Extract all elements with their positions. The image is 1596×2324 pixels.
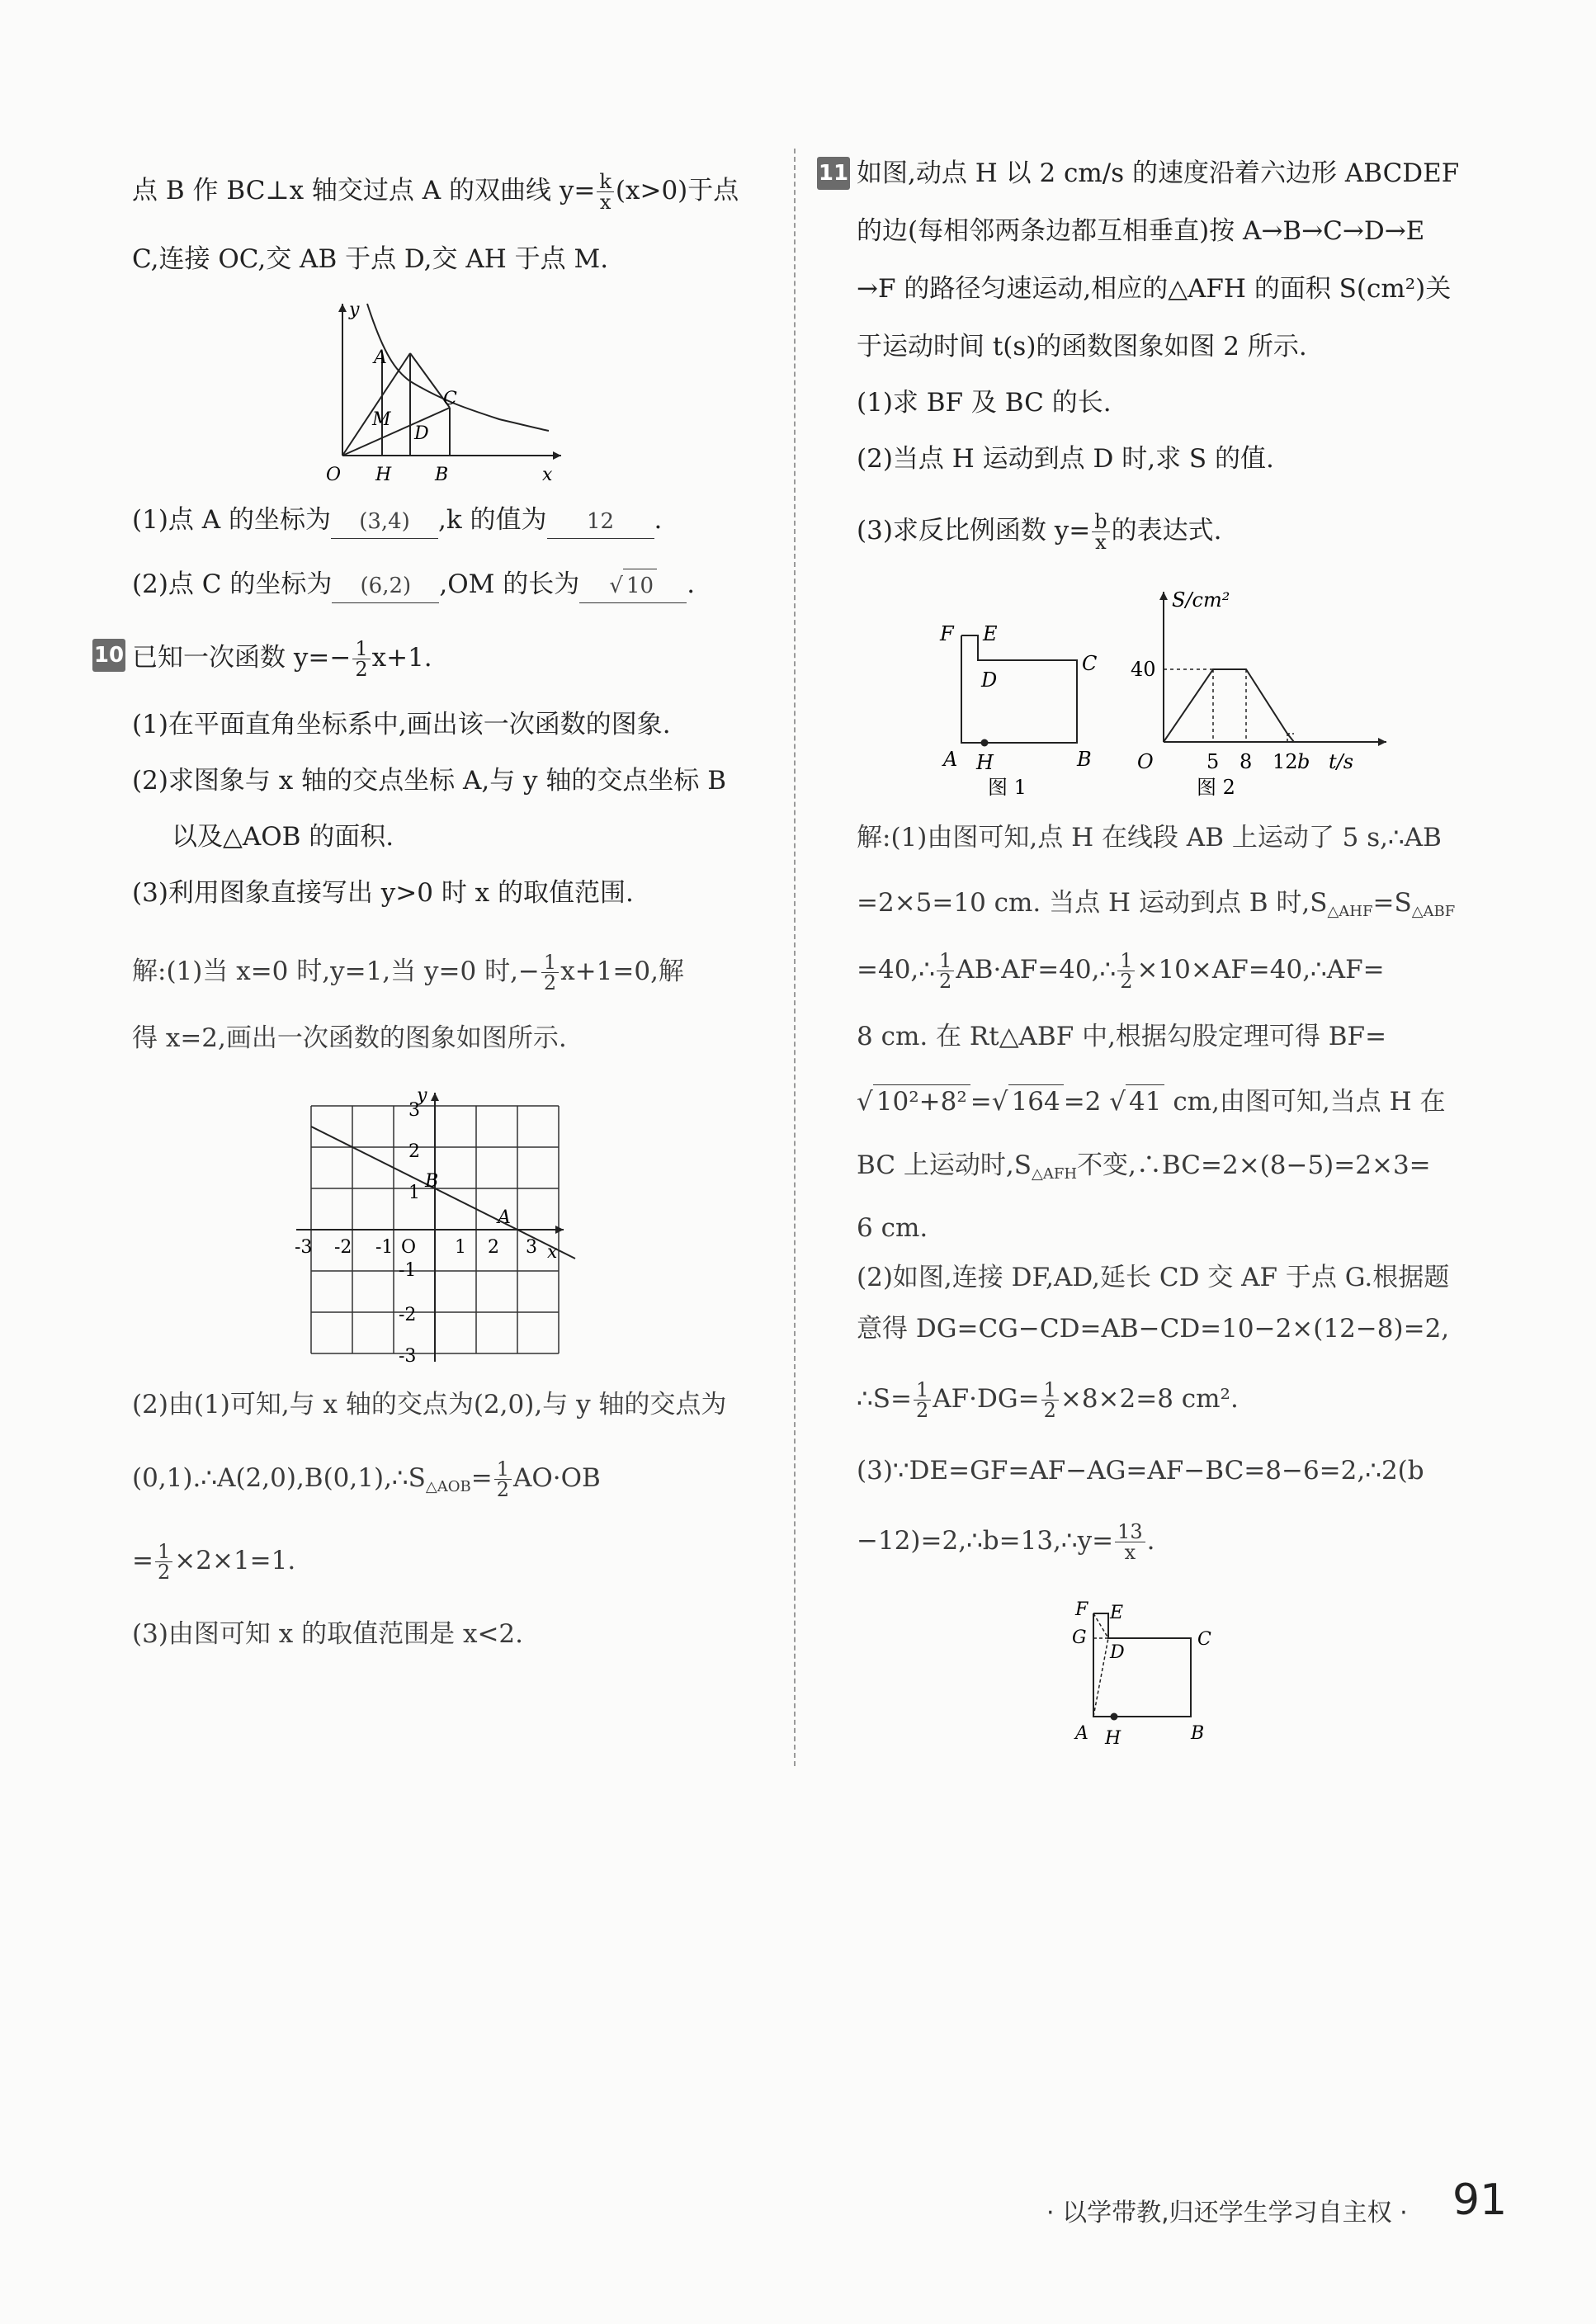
q11-solution1-line1: 解:(1)由图可知,点 H 在线段 AB 上运动了 5 s,∴AB	[857, 823, 1442, 853]
point-e-label: E	[1110, 1603, 1124, 1623]
q11-sol1-f-text: BC 上运动时,S	[857, 1150, 1032, 1180]
frac-den: 2	[157, 1561, 171, 1584]
point-a-label: A	[498, 1207, 511, 1228]
q10-sol2-subscript: △AOB	[425, 1478, 471, 1495]
axis-y-label: y	[349, 300, 360, 320]
q11-p3-text-b: 的表达式.	[1111, 516, 1222, 546]
frac-num: 1	[937, 951, 954, 971]
q11-sol2-c-text: ∴S=	[857, 1384, 912, 1414]
q11-sol2-fraction	[914, 1380, 931, 1420]
point-b-label: B	[425, 1171, 439, 1192]
q11-sol3-end: .	[1146, 1526, 1155, 1556]
q11-figure2-graph	[1131, 582, 1403, 813]
q10-line-graph	[285, 1081, 598, 1378]
frac-num: k	[597, 172, 614, 192]
q10-solution2-line1: (2)由(1)可知,与 x 轴的交点为(2,0),与 y 轴的交点为	[132, 1390, 727, 1419]
q10-solution3: (3)由图可知 x 的取值范围是 x<2.	[132, 1619, 523, 1649]
point-m-label: M	[372, 409, 391, 430]
q9-p1-text: (1)点 A 的坐标为	[132, 505, 332, 535]
tick-x-neg1: -1	[375, 1237, 394, 1258]
q10-part3: (3)利用图象直接写出 y>0 时 x 的取值范围.	[132, 878, 634, 908]
tick-x-2: 2	[488, 1237, 499, 1258]
frac-den: x	[1124, 1541, 1136, 1564]
q11-sol2-c-text-b: AF·DG=	[933, 1384, 1040, 1414]
q11-sol1-b-text: =2×5=10 cm. 当点 H 运动到点 B 时,S	[857, 888, 1328, 918]
point-d-label: D	[981, 668, 998, 692]
axis-x-label: x	[542, 465, 553, 485]
frac-num: 1	[1117, 951, 1135, 971]
tick-s-40: 40	[1131, 658, 1156, 681]
tick-y-neg3: -3	[399, 1346, 417, 1367]
q11-sol1-e-eq2: =2	[1063, 1087, 1102, 1117]
q10-stem	[132, 639, 432, 679]
q10-stem-fraction	[352, 639, 370, 679]
q10-part2-line1: (2)求图象与 x 轴的交点坐标 A,与 y 轴的交点坐标 B	[132, 766, 727, 796]
point-a-label: A	[374, 347, 387, 368]
q11-sol1-f-sub: △AFH	[1032, 1165, 1078, 1183]
axis-x-label: x	[547, 1242, 558, 1263]
q10-part2-line2: 以及△AOB 的面积.	[172, 822, 394, 852]
q11-solution2-line3	[857, 1380, 1239, 1420]
q10-number-badge: 10	[92, 639, 125, 672]
q11-figure1-hexagon	[928, 611, 1110, 809]
q9-intro-text-b: (x>0)于点	[615, 176, 739, 205]
point-a-label: A	[1075, 1723, 1088, 1744]
axis-t-label: t/s	[1329, 750, 1354, 773]
point-b-label: B	[1191, 1723, 1205, 1744]
frac-den: 2	[915, 1399, 929, 1422]
q11-sol1-fraction2	[1117, 951, 1135, 991]
q9-p2-answer2: 10	[623, 569, 657, 602]
q11-solution1-line5: √ 10²+8² =√ 164 =2 √ 41 cm,由图可知,当点 H 在	[857, 1084, 1446, 1118]
point-b-label: B	[435, 465, 449, 485]
q11-solution2-line2: 意得 DG=CG−CD=AB−CD=10−2×(12−8)=2,	[857, 1314, 1450, 1344]
tick-x-neg2: -2	[334, 1237, 352, 1258]
frac-den: x	[599, 191, 611, 214]
axis-y-label: y	[417, 1085, 427, 1106]
q11-sol1-f-text-b: 不变,∴BC=2×(8−5)=2×3=	[1077, 1150, 1431, 1180]
q10-stem-text-a: 已知一次函数 y=−	[132, 643, 352, 673]
frac-num: 1	[1041, 1380, 1059, 1401]
q11-sol1-e-eq: =	[970, 1087, 992, 1117]
frac-num: 1	[494, 1459, 512, 1480]
q11-stem-line3: →F 的路径匀速运动,相应的△AFH 的面积 S(cm²)关	[857, 274, 1452, 304]
tick-t-8: 8	[1239, 750, 1253, 773]
q10-sol2-fraction	[494, 1459, 512, 1500]
q9-p2-text: (2)点 C 的坐标为	[132, 569, 333, 599]
q11-solution1-line7: 6 cm.	[857, 1213, 928, 1243]
q9-hyperbola-figure	[301, 297, 574, 487]
q9-fraction	[597, 172, 614, 212]
q9-p2-answer1: (6,2)	[332, 569, 439, 603]
q10-sol1-text-b: x+1=0,解	[560, 957, 684, 986]
q11-part3	[857, 512, 1222, 552]
figure1-caption: 图 1	[988, 776, 1027, 799]
tick-t-b: b	[1297, 750, 1310, 773]
q10-solution2-line3	[132, 1542, 295, 1582]
figure2-caption: 图 2	[1197, 776, 1235, 799]
footer-slogan: · 以学带教,归还学生学习自主权 ·	[1046, 2199, 1408, 2227]
q11-sol1-c-text: =40,∴	[857, 955, 935, 985]
q11-sol1-e-end: cm,由图可知,当点 H 在	[1173, 1087, 1446, 1117]
q11-solution1-line2	[857, 886, 1455, 928]
frac-num: b	[1092, 512, 1109, 532]
q9-p1-text-b: ,k 的值为	[438, 505, 547, 535]
tick-t-5: 5	[1206, 750, 1220, 773]
point-d-label: D	[1110, 1642, 1125, 1663]
q10-sol2-text-f: ×2×1=1.	[174, 1546, 296, 1575]
frac-den: 2	[543, 971, 557, 994]
point-g-label: G	[1072, 1627, 1087, 1648]
point-c-label: C	[1197, 1629, 1211, 1650]
q10-solution1-line1	[132, 952, 684, 993]
point-h-label: H	[375, 465, 392, 485]
q11-sol2-c-text-c: ×8×2=8 cm².	[1060, 1384, 1239, 1414]
frac-den: 2	[1120, 970, 1133, 993]
point-d-label: D	[414, 423, 429, 444]
q11-solution1-line3	[857, 951, 1385, 991]
q11-sqrt1: 10²+8²	[873, 1084, 970, 1118]
q11-sol3-fraction	[1115, 1522, 1145, 1562]
q10-sol2-fraction2	[155, 1542, 172, 1582]
q11-sqrt2: 164	[1008, 1084, 1064, 1118]
tick-t-12: 12	[1273, 750, 1298, 773]
q11-stem-line4: 于运动时间 t(s)的函数图象如图 2 所示.	[857, 332, 1307, 361]
tick-y-2: 2	[408, 1141, 420, 1162]
point-c-label: C	[443, 389, 457, 409]
q11-part2: (2)当点 H 运动到点 D 时,求 S 的值.	[857, 444, 1274, 474]
point-h-label: H	[1105, 1728, 1121, 1749]
q9-p2-end: .	[687, 569, 696, 599]
q10-sol2-eq: =	[470, 1463, 493, 1493]
q11-figure3-hexagon	[1060, 1597, 1250, 1762]
q11-part1: (1)求 BF 及 BC 的长.	[857, 388, 1112, 418]
q11-sol1-c-text-b: AB·AF=40,∴	[956, 955, 1117, 985]
q10-sol1-fraction	[541, 952, 559, 993]
q11-solution1-line4: 8 cm. 在 Rt△ABF 中,根据勾股定理可得 BF=	[857, 1022, 1387, 1051]
q11-solution3-line1: (3)∵DE=GF=AF−AG=AF−BC=8−6=2,∴2(b	[857, 1456, 1424, 1486]
q10-sol2-eq2: =	[132, 1546, 153, 1575]
tick-y-1: 1	[408, 1183, 420, 1203]
q9-p1-answer1: (3,4)	[331, 505, 438, 539]
q10-sol1-text-a: 解:(1)当 x=0 时,y=1,当 y=0 时,−	[132, 957, 540, 986]
q11-sol1-b-eq: =S	[1372, 888, 1412, 918]
q11-solution1-line6	[857, 1149, 1431, 1191]
q9-intro-line2: C,连接 OC,交 AB 于点 D,交 AH 于点 M.	[132, 244, 609, 274]
q10-solution1-line2: 得 x=2,画出一次函数的图象如图所示.	[132, 1023, 567, 1053]
frac-num: 13	[1115, 1522, 1145, 1542]
q11-sol1-sub2: △ABF	[1411, 903, 1456, 920]
q10-sol2-text-d: AO·OB	[512, 1463, 601, 1493]
q9-p2-text-b: ,OM 的长为	[439, 569, 580, 599]
q10-solution2-line2	[132, 1459, 601, 1504]
page-number: 91	[1452, 2175, 1508, 2225]
q11-sol3-b-text: −12)=2,∴b=13,∴y=	[857, 1526, 1114, 1556]
q9-p1-answer2: 12	[547, 505, 654, 539]
tick-y-3: 3	[408, 1100, 420, 1121]
point-c-label: C	[1082, 652, 1098, 675]
q10-stem-text-b: x+1.	[371, 643, 432, 673]
q9-p2-answer2-wrap: √ 10	[579, 569, 687, 603]
point-h-label: H	[976, 751, 994, 774]
frac-den: 2	[355, 658, 368, 681]
frac-num: 1	[541, 952, 559, 973]
origin-label: O	[401, 1237, 417, 1258]
q9-intro-line1	[132, 172, 739, 212]
q11-stem-line1: 如图,动点 H 以 2 cm/s 的速度沿着六边形 ABCDEF	[857, 158, 1460, 188]
column-divider	[794, 149, 796, 1766]
tick-x-neg3: -3	[295, 1237, 313, 1258]
frac-den: 2	[496, 1478, 509, 1501]
tick-x-3: 3	[526, 1237, 537, 1258]
q11-solution2-line1: (2)如图,连接 DF,AD,延长 CD 交 AF 于点 G.根据题	[857, 1263, 1450, 1292]
q11-stem-line2: 的边(每相邻两条边都互相垂直)按 A→B→C→D→E	[857, 216, 1425, 246]
point-f-label: F	[940, 622, 954, 645]
q11-sqrt3: 41	[1126, 1084, 1164, 1118]
frac-num: 1	[914, 1380, 931, 1401]
q11-p3-fraction	[1092, 512, 1109, 552]
q9-part1	[132, 503, 662, 539]
q9-part2	[132, 568, 695, 603]
tick-x-1: 1	[455, 1237, 466, 1258]
origin-label: O	[1137, 750, 1154, 773]
point-b-label: B	[1077, 748, 1092, 771]
q10-part1: (1)在平面直角坐标系中,画出该一次函数的图象.	[132, 710, 671, 739]
q9-intro-text-a: 点 B 作 BC⊥x 轴交过点 A 的双曲线 y=	[132, 176, 596, 205]
axis-s-label: S/cm²	[1172, 588, 1230, 612]
tick-y-neg2: -2	[399, 1305, 417, 1325]
frac-num: 1	[155, 1542, 172, 1562]
q11-sol1-c-text-c: ×10×AF=40,∴AF=	[1136, 955, 1385, 985]
frac-den: 2	[1043, 1399, 1056, 1422]
point-e-label: E	[983, 622, 998, 645]
tick-y-neg1: -1	[399, 1260, 417, 1281]
q11-number-badge: 11	[817, 157, 850, 190]
frac-den: 2	[939, 970, 952, 993]
q11-solution3-line2	[857, 1522, 1155, 1562]
frac-num: 1	[352, 639, 370, 659]
point-a-label: A	[943, 748, 958, 771]
q11-p3-text-a: (3)求反比例函数 y=	[857, 516, 1091, 546]
point-f-label: F	[1075, 1599, 1088, 1620]
frac-den: x	[1095, 531, 1107, 554]
q9-p1-end: .	[654, 505, 663, 535]
origin-label: O	[326, 465, 342, 485]
q11-sol1-sub1: △AHF	[1327, 903, 1373, 920]
q10-sol2-text-b: (0,1).∴A(2,0),B(0,1),∴S	[132, 1463, 426, 1493]
q11-sol2-fraction2	[1041, 1380, 1059, 1420]
q11-sol1-fraction	[937, 951, 954, 991]
